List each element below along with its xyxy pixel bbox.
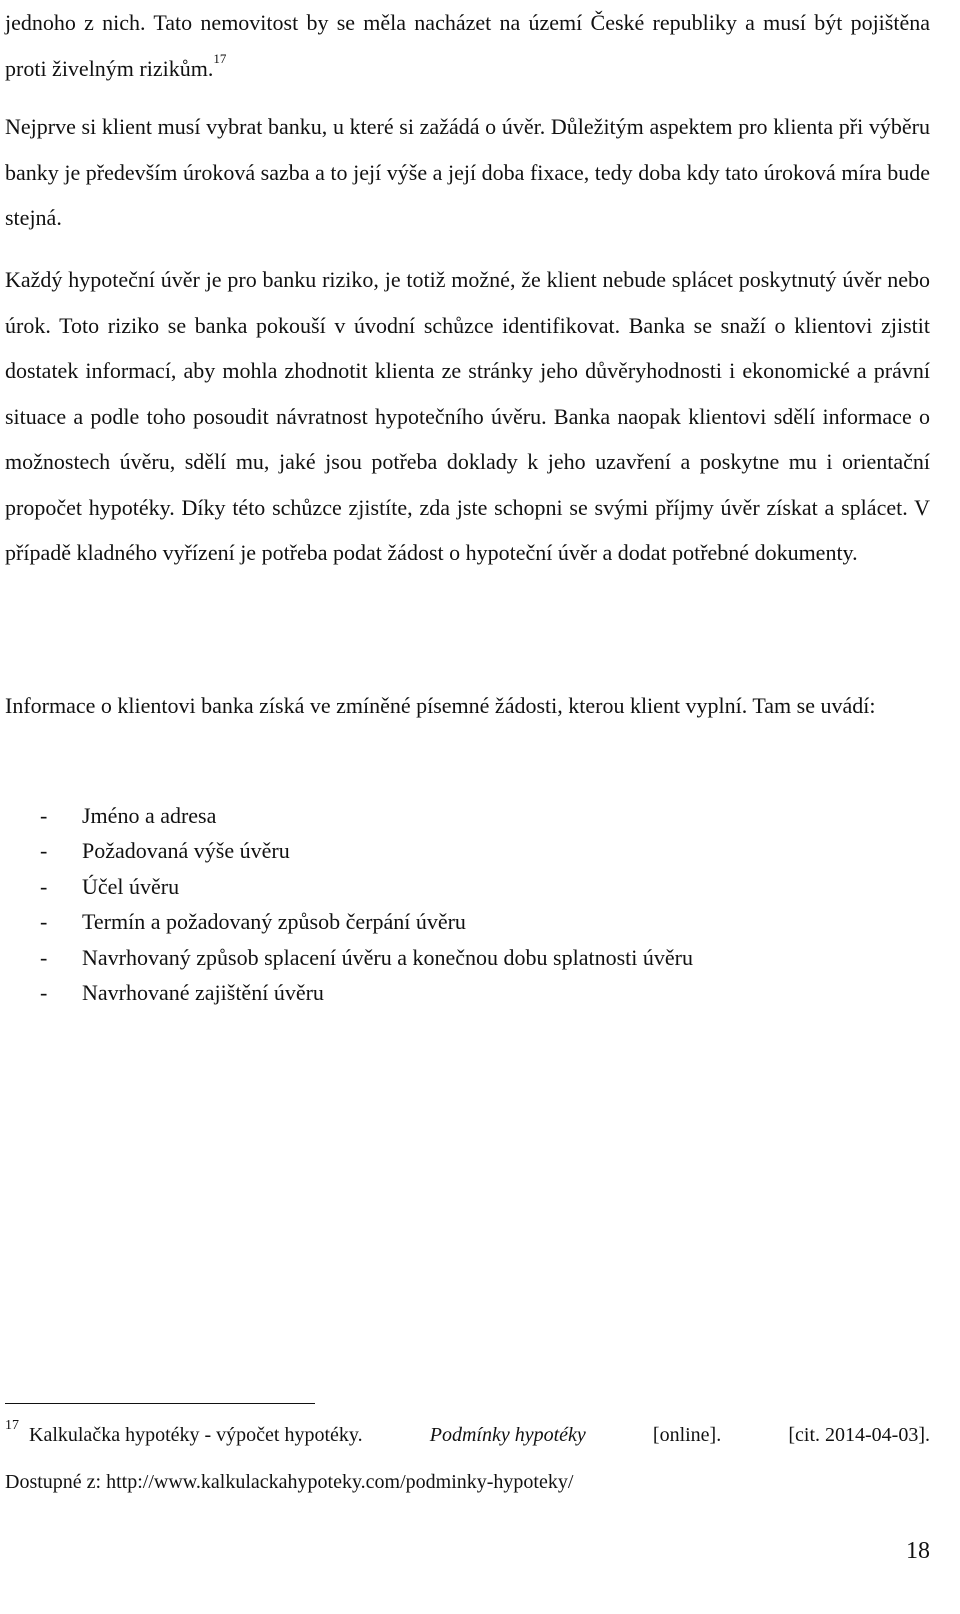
footnote-line-1 [5,1413,930,1460]
footnote-number: 17 [5,1418,19,1433]
list-bullet: - [40,873,48,899]
list-item [0,798,693,833]
list-bullet: - [40,909,48,935]
paragraph-1-text: jednoho z nich. Tato nemovitost by se měla nacházet na území České republiky a musí být pojištěna proti živelným rizikům. [5,10,930,81]
list-item [0,833,693,868]
footnote-separator [5,1403,315,1404]
list-item-text: Požadovaná výše úvěru [82,838,290,864]
footnote [5,1413,930,1504]
list-bullet: - [40,979,48,1005]
paragraph-4: Informace o klientovi banka získá ve zmíněné písemné žádosti, kterou klient vyplní. Tam se uvádí: [5,693,876,718]
footnote-source-text: Kalkulačka hypotéky - výpočet hypotéky. [29,1424,363,1446]
list-item [0,975,693,1010]
list-item [0,904,693,939]
page-number: 18 [906,1538,930,1564]
footnote-citation [29,1413,930,1457]
list-item-text: Navrhované zajištění úvěru [82,979,324,1005]
requirements-list [0,798,693,1010]
footnote-title: Podmínky hypotéky [429,1424,586,1446]
list-item-text: Navrhovaný způsob splacení úvěru a konečnou dobu splatnosti úvěru [82,944,693,970]
paragraph-3: Každý hypoteční úvěr je pro banku riziko, je totiž možné, že klient nebude splácet poskytnutý úvěr nebo úrok. Toto riziko se banka pokouší v úvodní schůzce identifikovat. Banka se snaží o klientovi zjistit dostatek informací, aby mohla zhodnotit klienta ze stránky jeho důvěryhodnosti i ekonomické a právní situace a podle toho posoudit návratnost hypotečního úvěru. Banka naopak klientovi sdělí informace o možnostech úvěru, sdělí mu, jaké jsou potřeba doklady k jeho uzavření a poskytne mu i orientační propočet hypotéky. Díky této schůzce zjistíte, zda jste schopni se svými příjmy úvěr získat a splácet. V případě kladného vyřízení je potřeba podat žádost o hypoteční úvěr a dodat potřebné dokumenty. [5,267,930,565]
footnote-cited-date: [cit. 2014-04-03]. [788,1424,930,1446]
paragraph-2: Nejprve si klient musí vybrat banku, u které si zažádá o úvěr. Důležitým aspektem pro klienta při výběru banky je především úroková sazba a to její výše a její doba fixace, tedy doba kdy tato úroková míra bude stejná. [5,114,930,230]
footnote-reference[interactable]: 17 [213,51,227,67]
list-item-text: Termín a požadovaný způsob čerpání úvěru [82,909,466,935]
list-bullet: - [40,803,48,828]
list-item [0,869,693,904]
list-item-text: Účel úvěru [82,873,180,899]
footnote-medium: [online]. [652,1424,722,1446]
list-bullet: - [40,838,48,864]
list-bullet: - [40,944,48,970]
paragraph-1 [5,0,930,91]
footnote-url[interactable]: Dostupné z: http://www.kalkulackahypoteky.com/podminky-hypoteky/ [5,1471,574,1493]
list-item-text: Jméno a adresa [82,803,217,828]
list-item [0,940,693,975]
